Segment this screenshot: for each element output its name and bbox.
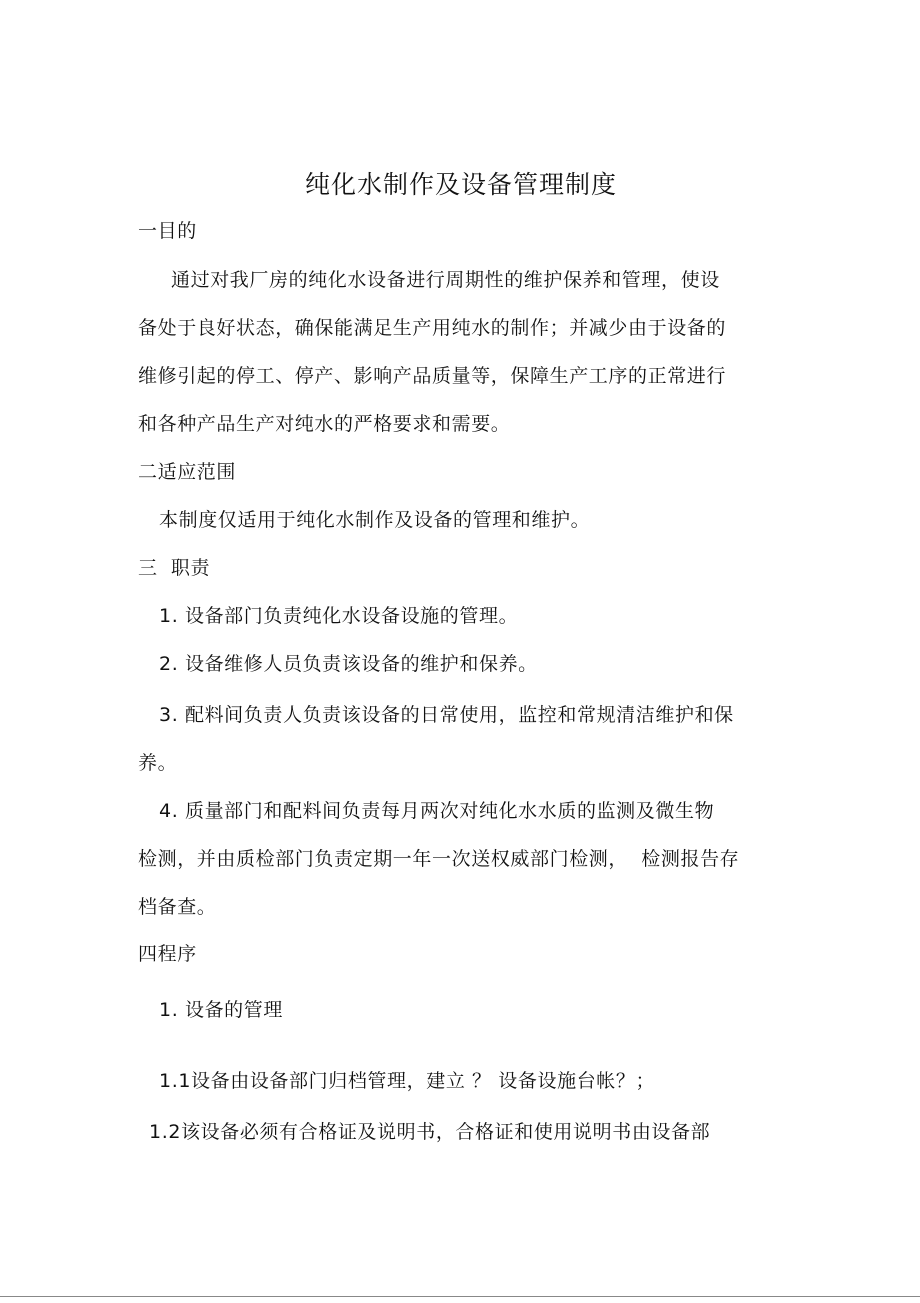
list-item: 1.1设备由设备部门归档管理，建立 ？ 设备设施台帐？； bbox=[159, 1070, 656, 1092]
list-item-continuation: 养。 bbox=[138, 752, 178, 774]
paragraph-line: 备处于良好状态，确保能满足生产用纯水的制作；并减少由于设备的 bbox=[138, 317, 727, 339]
list-item: 3. 配料间负责人负责该设备的日常使用，监控和常规清洁维护和保 bbox=[159, 704, 734, 726]
list-item-continuation: 检测，并由质检部门负责定期一年一次送权威部门检测， 检测报告存 bbox=[138, 848, 740, 870]
section-heading-procedure: 四程序 bbox=[138, 943, 197, 965]
list-item: 1.2该设备必须有合格证及说明书，合格证和使用说明书由设备部 bbox=[149, 1121, 711, 1143]
list-item: 4. 质量部门和配料间负责每月两次对纯化水水质的监测及微生物 bbox=[159, 800, 715, 822]
list-item: 1. 设备部门负责纯化水设备设施的管理。 bbox=[159, 605, 519, 627]
section-heading-purpose: 一目的 bbox=[138, 220, 197, 242]
list-item: 2. 设备维修人员负责该设备的维护和保养。 bbox=[159, 653, 538, 675]
list-item: 1. 设备的管理 bbox=[159, 999, 283, 1021]
page-bottom-rule bbox=[0, 1296, 920, 1297]
paragraph-line: 本制度仅适用于纯化水制作及设备的管理和维护。 bbox=[159, 509, 591, 531]
section-heading-duties: 三 职责 bbox=[138, 557, 211, 579]
paragraph-line: 通过对我厂房的纯化水设备进行周期性的维护保养和管理，使设 bbox=[171, 269, 720, 291]
paragraph-line: 和各种产品生产对纯水的严格要求和需要。 bbox=[138, 413, 511, 435]
list-item-continuation: 档备查。 bbox=[138, 896, 217, 918]
paragraph-line: 维修引起的停工、停产、影响产品质量等，保障生产工序的正常进行 bbox=[138, 365, 727, 387]
section-heading-scope: 二适应范围 bbox=[138, 461, 237, 483]
document-title: 纯化水制作及设备管理制度 bbox=[305, 170, 618, 199]
